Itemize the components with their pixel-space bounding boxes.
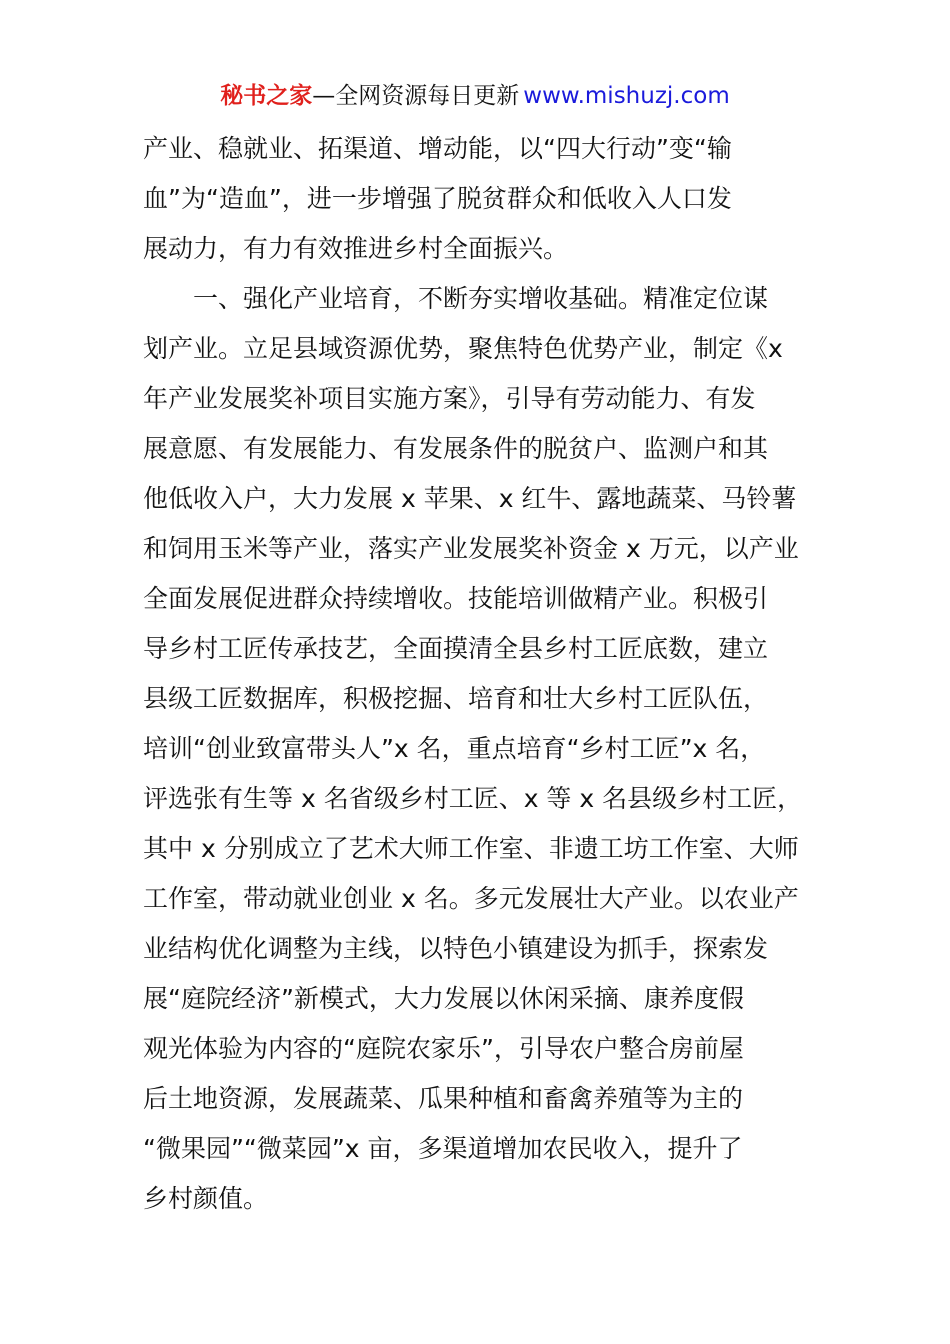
brand-name: 秘书之家 (220, 83, 313, 109)
text-line: 观光体验为内容的“庭院农家乐”，引导农户整合房前屋 (143, 1034, 744, 1063)
text-line: 导乡村工匠传承技艺，全面摸清全县乡村工匠底数，建立 (143, 634, 769, 663)
text-line: 培训“创业致富带头人”x 名，重点培育“乡村工匠”x 名， (143, 734, 766, 763)
text-line: 年产业发展奖补项目实施方案》，引导有劳动能力、有发 (143, 384, 756, 413)
header-tagline: —全网资源每日更新 (312, 83, 520, 109)
text-line: 血”为“造血”，进一步增强了脱贫群众和低收入人口发 (143, 184, 732, 213)
text-line: 乡村颜值。 (143, 1184, 269, 1213)
text-line: 划产业。立足县域资源优势，聚焦特色优势产业，制定《x (143, 334, 783, 363)
paragraph-first-line: 一、强化产业培育，不断夯实增收基础。精准定位谋 (193, 284, 769, 313)
text-line: 评选张有生等 x 名省级乡村工匠、x 等 x 名县级乡村工匠， (143, 784, 803, 813)
text-line: “微果园”“微菜园”x 亩，多渠道增加农民收入，提升了 (143, 1134, 743, 1163)
text-line: 其中 x 分别成立了艺术大师工作室、非遗工坊工作室、大师 (143, 834, 799, 863)
text-line: 展“庭院经济”新模式，大力发展以休闲采摘、康养度假 (143, 984, 744, 1013)
text-line: 产业、稳就业、拓渠道、增动能，以“四大行动”变“输 (143, 134, 732, 163)
document-body (143, 124, 843, 1224)
text-line: 工作室，带动就业创业 x 名。多元发展壮大产业。以农业产 (143, 884, 799, 913)
text-line: 后土地资源，发展蔬菜、瓜果种植和畜禽养殖等为主的 (143, 1084, 744, 1113)
text-line: 业结构优化调整为主线，以特色小镇建设为抓手，探索发 (143, 934, 769, 963)
site-url-link[interactable]: www.mishuzj.com (523, 83, 730, 109)
text-line: 展意愿、有发展能力、有发展条件的脱贫户、监测户和其 (143, 434, 769, 463)
text-line: 展动力，有力有效推进乡村全面振兴。 (143, 234, 569, 263)
text-line: 他低收入户，大力发展 x 苹果、x 红牛、露地蔬菜、马铃薯 (143, 484, 797, 513)
text-line: 和饲用玉米等产业，落实产业发展奖补资金 x 万元，以产业 (143, 534, 799, 563)
site-header (0, 80, 950, 112)
text-line: 县级工匠数据库，积极挖掘、培育和壮大乡村工匠队伍， (143, 684, 769, 713)
text-line: 全面发展促进群众持续增收。技能培训做精产业。积极引 (143, 584, 769, 613)
